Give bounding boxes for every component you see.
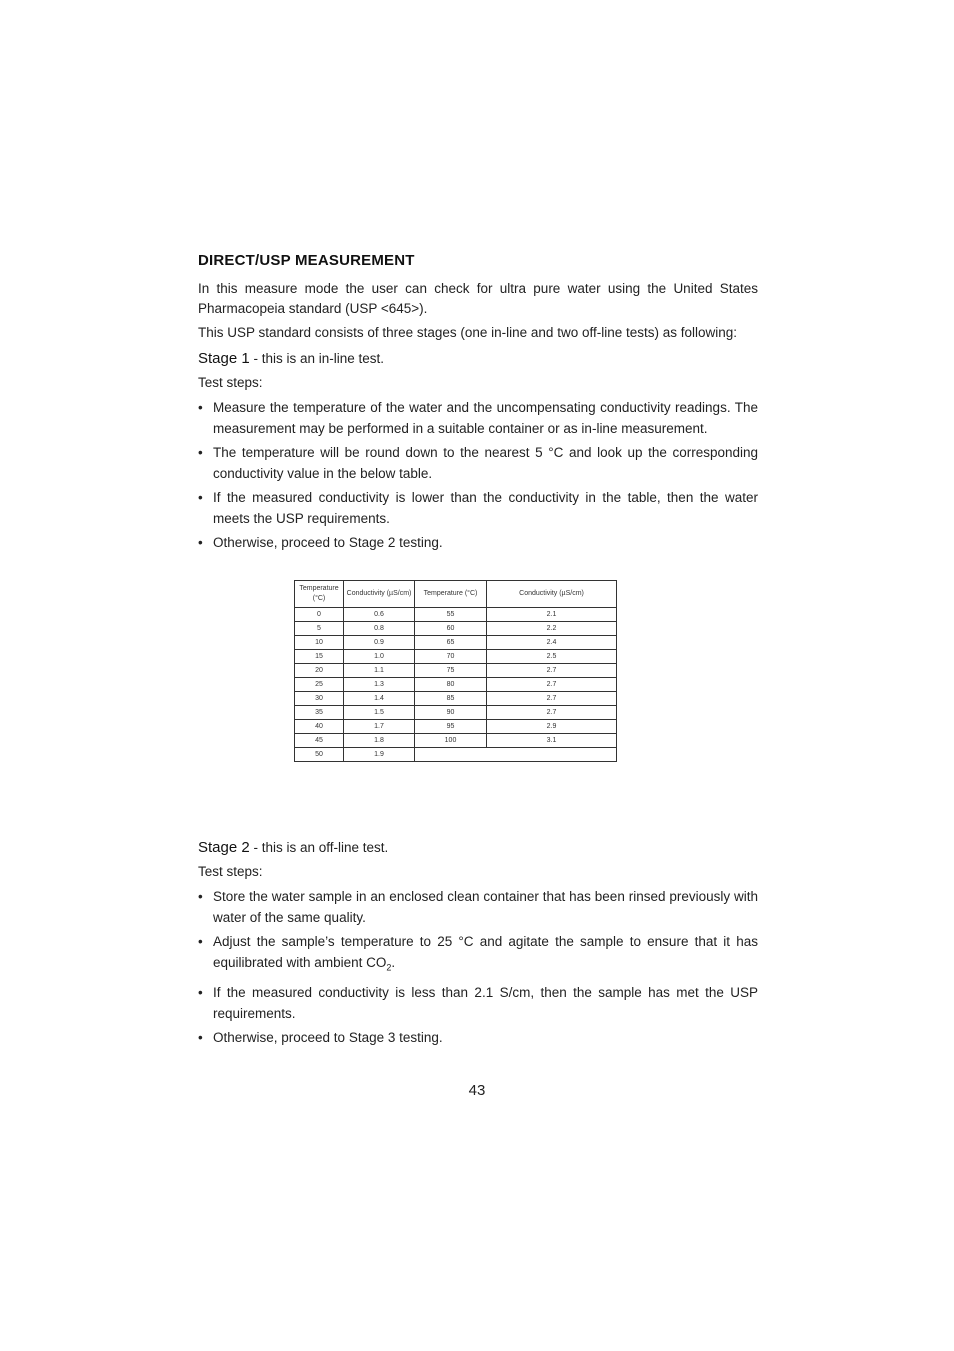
bullet-icon: • <box>198 1029 203 1045</box>
stage1-steps-label: Test steps: <box>198 375 263 390</box>
conductivity-table-wrapper <box>294 580 616 762</box>
stage1-name: Stage 1 <box>198 350 250 367</box>
list-item: • Store the water sample in an enclosed clean container that has been rinsed previously with water of the same quality. <box>198 886 758 928</box>
table-body <box>295 608 617 762</box>
list-item: • Adjust the sample’s temperature to 25 °C and agitate the sample to ensure that it has equilibrated with ambient $CO_2$. <box>198 931 758 979</box>
bullet-icon: • <box>198 934 203 949</box>
conductivity-table <box>294 580 617 762</box>
stage2-bullet-list <box>198 886 758 1048</box>
stage2-title <box>198 838 758 858</box>
table-row: 15 1.0 70 2.5 <box>295 650 617 664</box>
list-item: • Measure the temperature of the water and the uncompensating conductivity readings. The measurement may be performed in a suitable container or as in-line measurement. <box>198 397 758 439</box>
table-row: 35 1.5 90 2.7 <box>295 706 617 720</box>
table-row: 5 0.8 60 2.2 <box>295 622 617 636</box>
header-temperature-2: Temperature (°C) <box>415 581 487 608</box>
bullet-icon: • <box>198 400 203 415</box>
list-item: • The temperature will be round down to the nearest 5 °C and look up the corresponding conductivity value in the below table. <box>198 442 758 484</box>
bullet-icon: • <box>198 445 203 460</box>
stage2-desc: - this is an off-line test. <box>249 840 389 855</box>
bullet-icon: • <box>198 889 203 904</box>
table-row: 30 1.4 85 2.7 <box>295 692 617 706</box>
table-row: 25 1.3 80 2.7 <box>295 678 617 692</box>
stage2-section <box>198 832 758 1051</box>
section-heading: DIRECT/USP MEASUREMENT <box>198 252 415 269</box>
list-item: • Otherwise, proceed to Stage 3 testing. <box>198 1027 758 1048</box>
header-conductivity-1: Conductivity (µS/cm) <box>344 581 415 608</box>
stage1-desc: - this is an in-line test. <box>249 351 385 366</box>
header-conductivity-2: Conductivity (µS/cm) <box>487 581 617 608</box>
intro-paragraph-2: This USP standard consists of three stages (one in-line and two off-line tests) as following: <box>198 325 738 340</box>
table-row: 40 1.7 95 2.9 <box>295 720 617 734</box>
stage2-name: Stage 2 <box>198 839 250 856</box>
stage1-title <box>198 349 758 369</box>
bullet-icon: • <box>198 490 203 505</box>
table-row: 20 1.1 75 2.7 <box>295 664 617 678</box>
stage2-steps-label: Test steps: <box>198 864 263 879</box>
table-row: 50 1.9 <box>295 748 617 762</box>
table-row: 0 0.6 55 2.1 <box>295 608 617 622</box>
table-row: 10 0.9 65 2.4 <box>295 636 617 650</box>
table-row: 45 1.8 100 3.1 <box>295 734 617 748</box>
bullet-icon: • <box>198 984 203 1000</box>
bullet-icon: • <box>198 535 203 550</box>
list-item: • If the measured conductivity is less than 2.1 S/cm, then the sample has met the USP requirements. <box>198 982 758 1024</box>
list-item: • If the measured conductivity is lower than the conductivity in the table, then the water meets the USP requirements. <box>198 487 758 529</box>
empty-cell <box>415 748 617 762</box>
page-number: 43 <box>468 1082 486 1099</box>
stage1-section <box>198 252 758 556</box>
intro-paragraph-1: In this measure mode the user can check for ultra pure water using the United States Pharmacopeia standard (USP <645>). <box>198 281 758 316</box>
list-item: • Otherwise, proceed to Stage 2 testing. <box>198 532 758 553</box>
header-temperature-1: Temperature (°C) <box>295 581 344 608</box>
stage1-bullet-list <box>198 397 758 553</box>
table-header-row <box>295 581 617 608</box>
